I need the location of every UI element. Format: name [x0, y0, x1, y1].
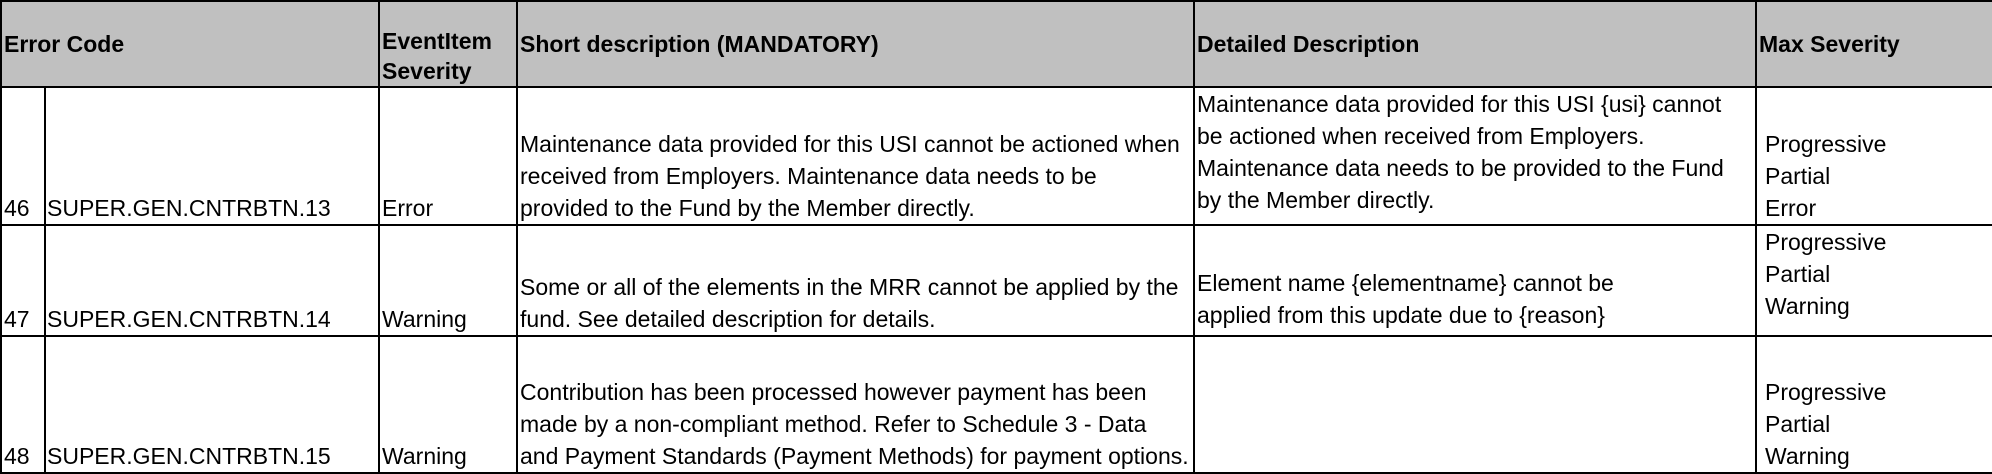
- severity: Warning: [379, 336, 517, 473]
- header-eventitem-severity: [379, 1, 517, 87]
- header-severity-line2: Severity: [382, 58, 472, 84]
- max-severity-line: Partial: [1765, 261, 1831, 287]
- row-number: 46: [1, 87, 45, 225]
- max-severity-line: Partial: [1765, 411, 1831, 437]
- table-row: [1, 87, 1992, 225]
- error-code: SUPER.GEN.CNTRBTN.15: [45, 336, 379, 473]
- header-max-severity: Max Severity: [1756, 1, 1992, 87]
- severity: Warning: [379, 225, 517, 336]
- header-short-description: Short description (MANDATORY): [517, 1, 1194, 87]
- row-number: 47: [1, 225, 45, 336]
- short-description: Some or all of the elements in the MRR cannot be applied by the fund. See detailed description for details.: [517, 225, 1194, 336]
- table-row: [1, 225, 1992, 336]
- header-error-code: Error Code: [1, 1, 379, 87]
- max-severity-line: Error: [1765, 195, 1817, 221]
- max-severity: [1756, 87, 1992, 225]
- header-severity-line1: EventItem: [382, 28, 492, 54]
- max-severity-line: Progressive: [1765, 379, 1887, 405]
- row-number: 48: [1, 336, 45, 473]
- detailed-description: Element name {elementname} cannot be applied from this update due to {reason}: [1194, 225, 1756, 336]
- max-severity-line: Progressive: [1765, 131, 1887, 157]
- table-row: [1, 336, 1992, 473]
- short-description: Contribution has been processed however payment has been made by a non-compliant method. Refer to Schedule 3 - Data and Payment Standards (Payment Methods) for payment options.: [517, 336, 1194, 473]
- short-description: Maintenance data provided for this USI cannot be actioned when received from Employers. Maintenance data needs to be provided to the Fund by the Member directly.: [517, 87, 1194, 225]
- max-severity-line: Warning: [1765, 293, 1850, 319]
- error-code: SUPER.GEN.CNTRBTN.13: [45, 87, 379, 225]
- detailed-description: Maintenance data provided for this USI {usi} cannot be actioned when received from Employers. Maintenance data needs to be provided to the Fund by the Member directly.: [1194, 87, 1756, 225]
- detailed-description: [1194, 336, 1756, 473]
- max-severity-line: Partial: [1765, 163, 1831, 189]
- max-severity-line: Progressive: [1765, 229, 1887, 255]
- header-row: [1, 1, 1992, 87]
- error-code: SUPER.GEN.CNTRBTN.14: [45, 225, 379, 336]
- max-severity: [1756, 336, 1992, 473]
- severity: Error: [379, 87, 517, 225]
- max-severity-line: Warning: [1765, 443, 1850, 469]
- header-detailed-description: Detailed Description: [1194, 1, 1756, 87]
- max-severity: [1756, 225, 1992, 336]
